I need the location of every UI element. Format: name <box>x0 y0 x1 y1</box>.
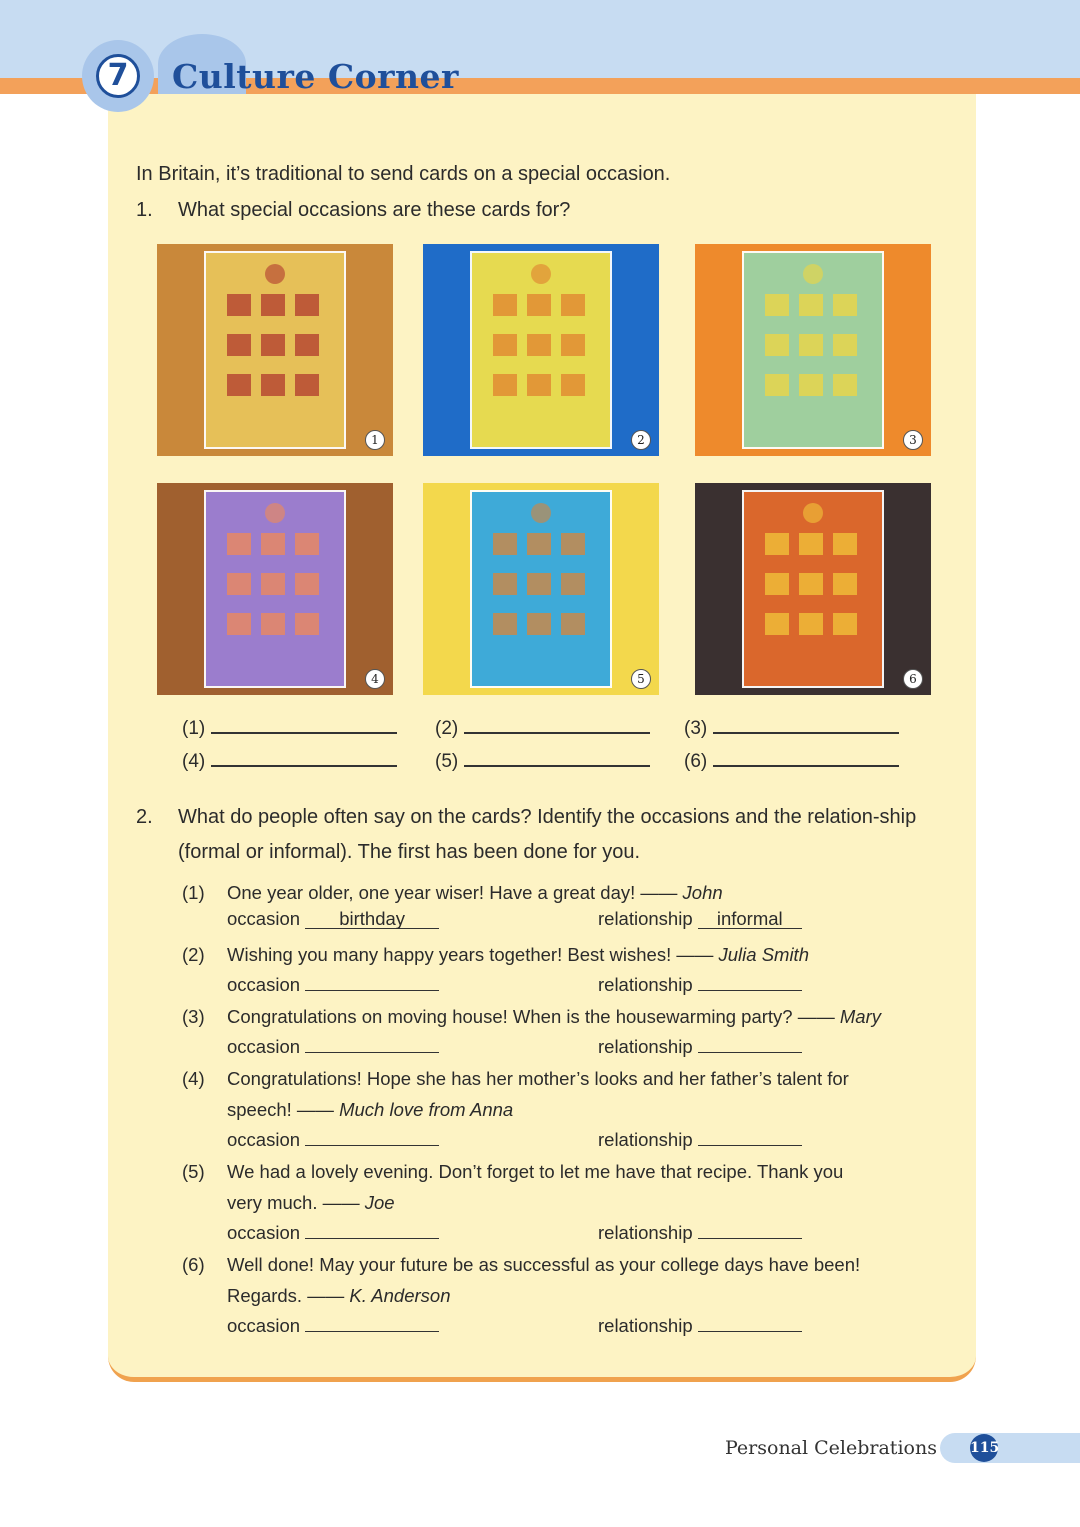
message-text: We had a lovely evening. Don’t forget to let me have that recipe. Thank you <box>227 1161 844 1182</box>
item-number: (1) <box>182 882 205 903</box>
message-signature: K. Anderson <box>349 1285 451 1306</box>
page-number-tab <box>940 1433 1080 1463</box>
message-item <box>182 1001 922 1032</box>
occasion-field <box>227 908 439 930</box>
message-text: speech! —— <box>227 1099 340 1120</box>
card-number-badge: 1 <box>365 430 385 450</box>
relationship-field <box>598 908 802 930</box>
item-message <box>227 1156 922 1218</box>
message-text: Wishing you many happy years together! Best wishes! —— <box>227 944 719 965</box>
answer-row <box>227 1125 927 1155</box>
occasion-field <box>227 1125 439 1151</box>
relationship-blank[interactable] <box>698 970 802 991</box>
occasion-blank[interactable] <box>305 970 439 991</box>
message-item <box>182 1063 922 1125</box>
message-text: Congratulations on moving house! When is the housewarming party? —— <box>227 1006 840 1027</box>
answer-line[interactable] <box>464 714 650 734</box>
greeting-card-2 <box>423 244 659 456</box>
message-signature: Joe <box>364 1192 395 1213</box>
relationship-field <box>598 1218 802 1244</box>
relationship-label: relationship <box>598 974 698 995</box>
answer-label: (2) <box>435 718 459 739</box>
answer-blank[interactable] <box>435 714 650 740</box>
answer-blank[interactable] <box>435 747 650 773</box>
relationship-label: relationship <box>598 1222 698 1243</box>
answer-blank[interactable] <box>684 714 899 740</box>
question-2-text: What do people often say on the cards? Identify the occasions and the relation-ship (formal or informal). The first has been done for you. <box>178 806 917 863</box>
relationship-label: relationship <box>598 1315 698 1336</box>
item-number: (6) <box>182 1254 205 1275</box>
answer-label: (1) <box>182 718 206 739</box>
occasion-label: occasion <box>227 1222 306 1243</box>
question-2-number: 2. <box>136 806 153 828</box>
question-1-text: What special occasions are these cards for? <box>178 199 571 221</box>
message-text: very much. —— <box>227 1192 365 1213</box>
occasion-label: occasion <box>227 974 306 995</box>
relationship-blank[interactable] <box>698 1311 802 1332</box>
message-item <box>182 939 922 970</box>
item-message <box>227 939 922 970</box>
answer-row <box>227 970 927 1000</box>
occasion-label: occasion <box>227 1129 306 1150</box>
card-number-badge: 3 <box>903 430 923 450</box>
occasion-field <box>227 1032 439 1058</box>
item-number: (3) <box>182 1006 205 1027</box>
occasion-blank[interactable] <box>305 1032 439 1053</box>
answer-label: (3) <box>684 718 708 739</box>
answer-label: (5) <box>435 751 459 772</box>
occasion-blank[interactable]: birthday <box>305 908 439 929</box>
card-number-badge: 4 <box>365 669 385 689</box>
message-text: Well done! May your future be as successful as your college days have been! <box>227 1254 861 1275</box>
question-1 <box>136 199 570 222</box>
message-text: One year older, one year wiser! Have a great day! —— <box>227 882 683 903</box>
card-number-badge: 6 <box>903 669 923 689</box>
message-signature: Mary <box>839 1006 882 1027</box>
answer-label: (6) <box>684 751 708 772</box>
item-message <box>227 1249 922 1311</box>
page-number: 115 <box>970 1434 998 1462</box>
item-message <box>227 1063 922 1125</box>
answer-line[interactable] <box>713 714 899 734</box>
message-item <box>182 1249 922 1311</box>
relationship-field <box>598 1032 802 1058</box>
answer-line[interactable] <box>713 747 899 767</box>
relationship-field <box>598 1125 802 1151</box>
relationship-blank[interactable] <box>698 1032 802 1053</box>
answer-row <box>227 1311 927 1341</box>
card-number-badge: 2 <box>631 430 651 450</box>
greeting-card-6 <box>695 483 931 695</box>
item-number: (4) <box>182 1068 205 1089</box>
card-number-badge: 5 <box>631 669 651 689</box>
occasion-field <box>227 1311 439 1337</box>
occasion-label: occasion <box>227 1315 306 1336</box>
chapter-name: Personal Celebrations <box>725 1437 937 1459</box>
message-text: Regards. —— <box>227 1285 350 1306</box>
answer-blank[interactable] <box>182 714 397 740</box>
item-message <box>227 1001 922 1032</box>
answer-blank[interactable] <box>182 747 397 773</box>
occasion-field <box>227 970 439 996</box>
occasion-field <box>227 1218 439 1244</box>
greeting-card-1 <box>157 244 393 456</box>
item-number: (2) <box>182 944 205 965</box>
intro-text: In Britain, it’s traditional to send cards on a special occasion. <box>136 163 671 185</box>
answer-row <box>227 1032 927 1062</box>
greeting-card-5 <box>423 483 659 695</box>
item-message <box>227 877 922 908</box>
message-item <box>182 1156 922 1218</box>
answer-line[interactable] <box>211 747 397 767</box>
relationship-blank[interactable] <box>698 1125 802 1146</box>
item-number: (5) <box>182 1161 205 1182</box>
message-signature: Much love from Anna <box>339 1099 514 1120</box>
question-2 <box>136 800 946 870</box>
relationship-field <box>598 970 802 996</box>
message-text: Congratulations! Hope she has her mother’s looks and her father’s talent for <box>227 1068 849 1089</box>
occasion-blank[interactable] <box>305 1311 439 1332</box>
greeting-card-4 <box>157 483 393 695</box>
greeting-card-3 <box>695 244 931 456</box>
occasion-blank[interactable] <box>305 1125 439 1146</box>
relationship-blank[interactable] <box>698 1218 802 1239</box>
answer-label: (4) <box>182 751 206 772</box>
answer-row <box>227 1218 927 1248</box>
message-signature: Julia Smith <box>718 944 809 965</box>
message-signature: John <box>682 882 723 903</box>
relationship-field <box>598 1311 802 1337</box>
occasion-label: occasion <box>227 1036 306 1057</box>
section-number: 7 <box>96 54 140 98</box>
relationship-label: relationship <box>598 1036 698 1057</box>
relationship-label: relationship <box>598 1129 698 1150</box>
occasion-label: occasion <box>227 908 306 929</box>
relationship-label: relationship <box>598 908 698 929</box>
answer-line[interactable] <box>464 747 650 767</box>
answer-blank[interactable] <box>684 747 899 773</box>
answer-row <box>227 908 927 938</box>
page-title: Culture Corner <box>172 57 459 96</box>
answer-line[interactable] <box>211 714 397 734</box>
message-item <box>182 877 922 908</box>
relationship-blank[interactable]: informal <box>698 908 802 929</box>
question-1-number: 1. <box>136 199 153 221</box>
occasion-blank[interactable] <box>305 1218 439 1239</box>
